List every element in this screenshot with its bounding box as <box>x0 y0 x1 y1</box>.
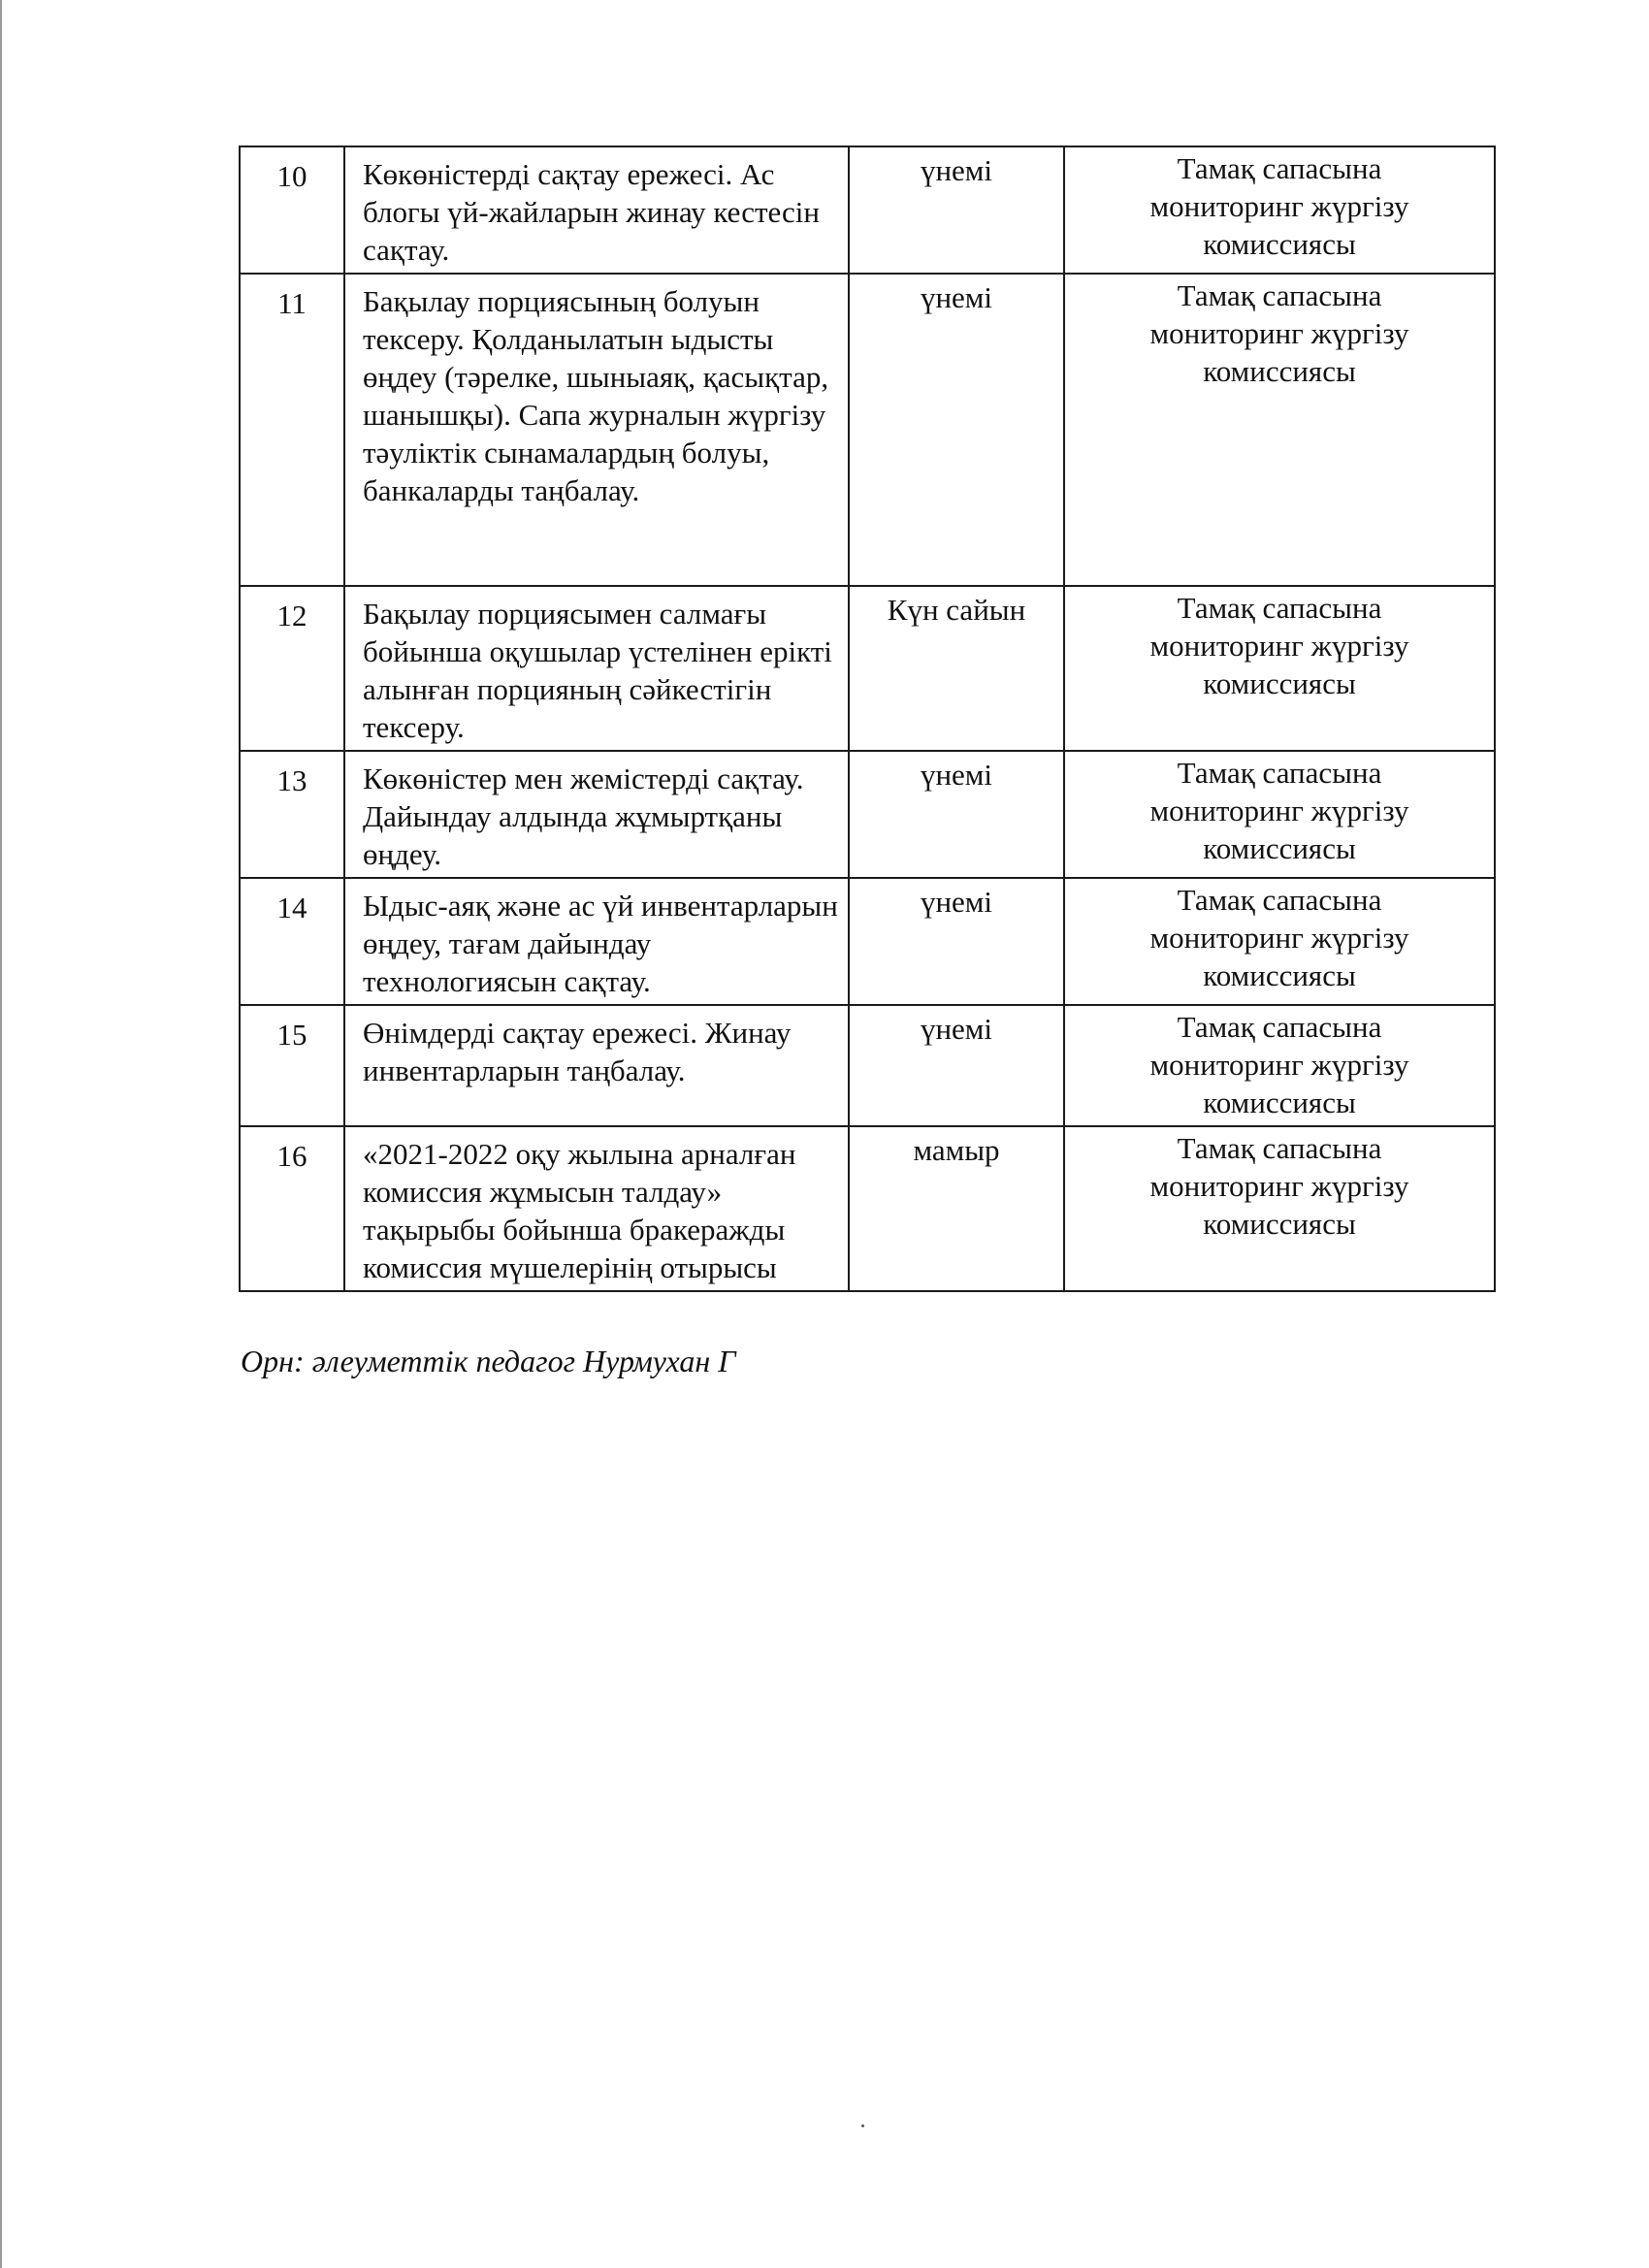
row-description-text: Көкөністерді сақтау ережесі. Ас блогы үй-жайларын жинау кестесін сақтау. <box>363 157 820 267</box>
table-row <box>240 1126 1495 1291</box>
row-description <box>344 878 849 1005</box>
row-description <box>344 1126 849 1291</box>
row-responsible: Тамақ сапасына мониторинг жүргізу комиссиясы <box>1064 1126 1495 1291</box>
row-timing: үнемі <box>849 146 1064 274</box>
responsible-person-note: Орн: әлеуметтік педагог Нурмухан Г <box>241 1344 736 1378</box>
row-description-text: Бақылау порциясының болуын тексеру. Қолданылатын ыдысты өңдеу (тәрелке, шыныаяқ, қасықтар, шанышқы). Сапа журналын жүргізу тәуліктік сынамалардың болуы, банкаларды таңбалау. <box>363 284 829 507</box>
row-number: 13 <box>240 751 344 878</box>
row-description <box>344 146 849 274</box>
row-description-text: Көкөністер мен жемістерді сақтау. Дайындау алдында жұмыртқаны өңдеу. <box>363 761 804 871</box>
row-number: 12 <box>240 586 344 751</box>
row-number: 15 <box>240 1005 344 1126</box>
table-row <box>240 751 1495 878</box>
row-number: 10 <box>240 146 344 274</box>
row-description <box>344 586 849 751</box>
row-number: 11 <box>240 274 344 586</box>
row-timing: Күн сайын <box>849 586 1064 751</box>
row-description-text: Бақылау порциясымен салмағы бойынша оқушылар үстелінен ерікті алынған порцияның сәйкестігін тексеру. <box>363 597 832 744</box>
row-number: 14 <box>240 878 344 1005</box>
scan-speck <box>861 2124 864 2127</box>
row-responsible: Тамақ сапасына мониторинг жүргізу комиссиясы <box>1064 586 1495 751</box>
row-description-text: Ыдыс-аяқ және ас үй инвентарларын өңдеу, тағам дайындау технологиясын сақтау. <box>363 889 838 998</box>
table-row <box>240 878 1495 1005</box>
row-timing: үнемі <box>849 1005 1064 1126</box>
table-row <box>240 274 1495 586</box>
row-responsible: Тамақ сапасына мониторинг жүргізу комиссиясы <box>1064 274 1495 586</box>
row-description-text: «2021-2022 оқу жылына арналған комиссия жұмысын талдау» тақырыбы бойынша бракеражды комиссия мүшелерінің отырысы <box>363 1137 796 1284</box>
row-timing: үнемі <box>849 878 1064 1005</box>
row-responsible: Тамақ сапасына мониторинг жүргізу комиссиясы <box>1064 146 1495 274</box>
row-description <box>344 1005 849 1126</box>
row-timing: үнемі <box>849 751 1064 878</box>
table-row <box>240 1005 1495 1126</box>
row-description <box>344 274 849 586</box>
table-row <box>240 586 1495 751</box>
plan-table <box>239 146 1496 1292</box>
scan-edge <box>0 0 2 2268</box>
row-timing: үнемі <box>849 274 1064 586</box>
row-description-text: Өнімдерді сақтау ережесі. Жинау инвентарларын таңбалау. <box>363 1016 792 1087</box>
row-description <box>344 751 849 878</box>
row-timing: мамыр <box>849 1126 1064 1291</box>
row-number: 16 <box>240 1126 344 1291</box>
table-row <box>240 146 1495 274</box>
row-responsible: Тамақ сапасына мониторинг жүргізу комиссиясы <box>1064 878 1495 1005</box>
row-responsible: Тамақ сапасына мониторинг жүргізу комиссиясы <box>1064 1005 1495 1126</box>
row-responsible: Тамақ сапасына мониторинг жүргізу комиссиясы <box>1064 751 1495 878</box>
